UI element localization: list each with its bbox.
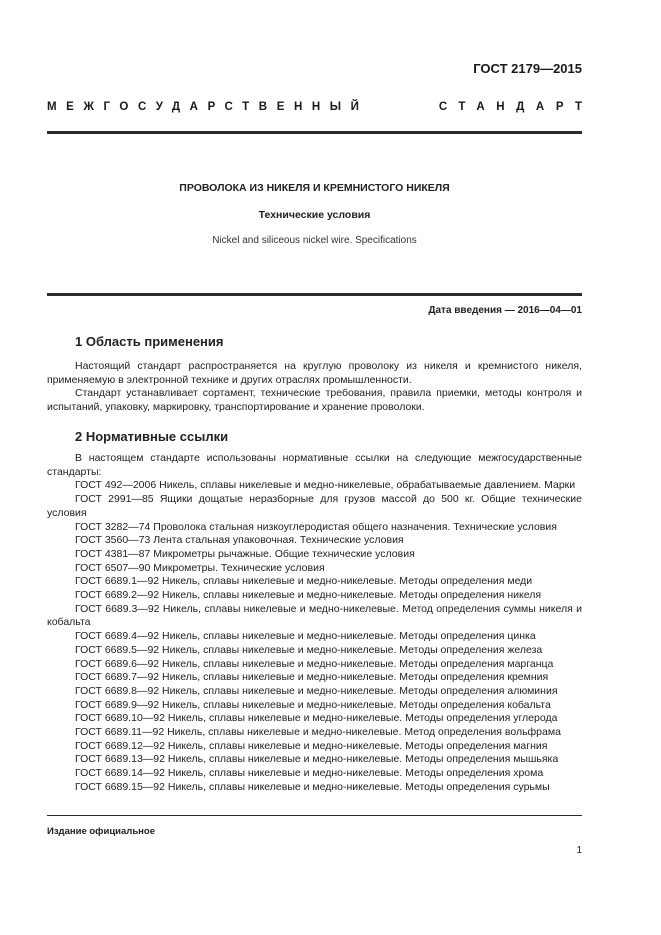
header-divider	[47, 131, 582, 134]
reference-item: ГОСТ 6689.3—92 Никель, сплавы никелевые и медно-никелевые. Метод определения суммы никеля и кобальта	[47, 602, 582, 629]
reference-item: ГОСТ 6507—90 Микрометры. Технические условия	[75, 561, 325, 574]
section-1-heading: 1 Область применения	[75, 334, 224, 349]
reference-item: ГОСТ 6689.7—92 Никель, сплавы никелевые и медно-никелевые. Методы определения кремния	[75, 671, 549, 684]
reference-item: ГОСТ 3560—73 Лента стальная упаковочная. Технические условия	[75, 534, 404, 547]
normative-references	[47, 452, 582, 795]
section-1-paragraph: Настоящий стандарт распространяется на круглую проволоку из никеля и кремнистого никеля, применяемую в электронной технике и других отраслях промышленности.	[47, 360, 582, 386]
edition-note: Издание официальное	[47, 826, 155, 837]
reference-item: ГОСТ 6689.4—92 Никель, сплавы никелевые и медно-никелевые. Методы определения цинка	[75, 630, 536, 643]
references-intro: В настоящем стандарте использованы нормативные ссылки на следующие межгосударственные стандарты:	[47, 452, 582, 478]
reference-item: ГОСТ 3282—74 Проволока стальная низкоуглеродистая общего назначения. Технические условия	[75, 520, 557, 533]
footer-divider	[47, 815, 582, 816]
reference-item: ГОСТ 4381—87 Микрометры рычажные. Общие технические условия	[75, 547, 415, 560]
reference-item: ГОСТ 6689.9—92 Никель, сплавы никелевые и медно-никелевые. Методы определения кобальта	[75, 698, 551, 711]
banner-word-standard: СТАНДАРТ	[438, 101, 594, 113]
reference-item: ГОСТ 492—2006 Никель, сплавы никелевые и медно-никелевые, обрабатываемые давлением. Марки	[75, 479, 576, 492]
reference-item: ГОСТ 6689.11—92 Никель, сплавы никелевые и медно-никелевые. Метод определения вольфрама	[75, 726, 561, 739]
section-2-heading: 2 Нормативные ссылки	[75, 429, 229, 444]
reference-item: ГОСТ 6689.10—92 Никель, сплавы никелевые и медно-никелевые. Методы определения углерода	[75, 712, 558, 725]
english-title: Nickel and siliceous nickel wire. Specifications	[212, 235, 417, 246]
section-1-paragraph: Стандарт устанавливает сортамент, технические требования, правила приемки, методы контроля и испытаний, упаковку, маркировку, транспортирование и хранение проволоки.	[47, 387, 582, 413]
introduction-date: Дата введения — 2016—04—01	[428, 305, 582, 316]
page-number: 1	[576, 845, 582, 856]
reference-item: ГОСТ 6689.12—92 Никель, сплавы никелевые и медно-никелевые. Методы определения магния	[75, 739, 548, 752]
reference-item: ГОСТ 6689.8—92 Никель, сплавы никелевые и медно-никелевые. Методы определения алюминия	[75, 684, 558, 697]
document-subtitle: Технические условия	[258, 209, 371, 221]
reference-item: ГОСТ 6689.6—92 Никель, сплавы никелевые и медно-никелевые. Методы определения марганца	[75, 657, 554, 670]
document-title: ПРОВОЛОКА ИЗ НИКЕЛЯ И КРЕМНИСТОГО НИКЕЛЯ	[179, 182, 450, 194]
reference-item: ГОСТ 6689.13—92 Никель, сплавы никелевые и медно-никелевые. Методы определения мышьяка	[75, 753, 559, 766]
banner-word-interstate: МЕЖГОСУДАРСТВЕННЫЙ	[47, 101, 369, 113]
reference-item: ГОСТ 6689.5—92 Никель, сплавы никелевые и медно-никелевые. Методы определения железа	[75, 643, 543, 656]
reference-item: ГОСТ 6689.1—92 Никель, сплавы никелевые и медно-никелевые. Методы определения меди	[75, 575, 533, 588]
reference-item: ГОСТ 6689.2—92 Никель, сплавы никелевые и медно-никелевые. Методы определения никеля	[75, 589, 542, 602]
standard-banner	[47, 101, 594, 113]
document-code: ГОСТ 2179—2015	[473, 61, 582, 76]
title-divider	[47, 293, 582, 296]
reference-item: ГОСТ 2991—85 Ящики дощатые неразборные для грузов массой до 500 кг. Общие технические условия	[47, 493, 582, 519]
reference-item: ГОСТ 6689.15—92 Никель, сплавы никелевые и медно-никелевые. Методы определения сурьмы	[75, 780, 550, 793]
reference-item: ГОСТ 6689.14—92 Никель, сплавы никелевые и медно-никелевые. Методы определения хрома	[75, 767, 544, 780]
